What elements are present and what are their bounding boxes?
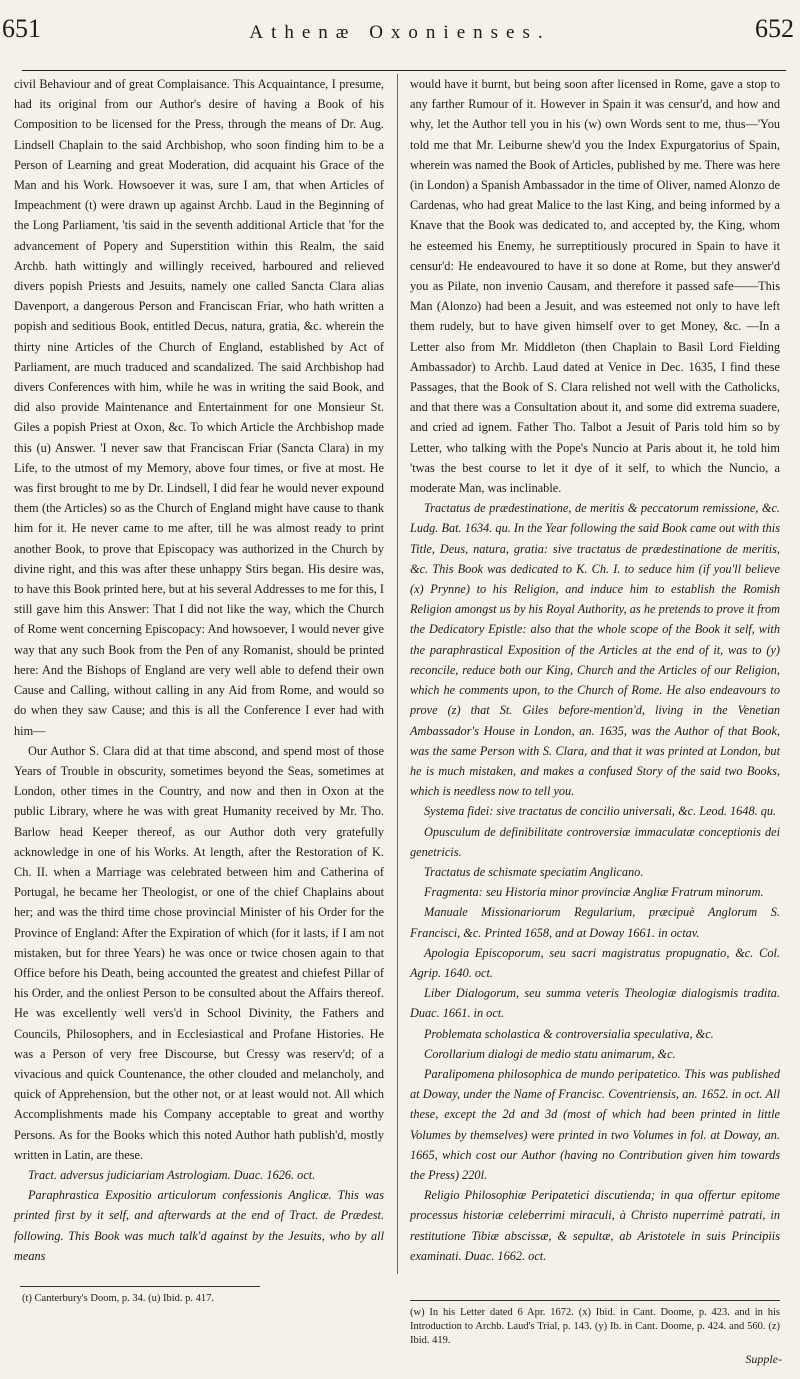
catchword: Supple- — [745, 1352, 782, 1366]
paragraph: Our Author S. Clara did at that time abscond, and spend most of those Years of Trouble in obscurity, sometimes beyond the Seas, sometimes at London, other times in the Country, and now and then in Oxon at the public Library, where he was with great Humanity received by Mr. Tho. Barlow head Keeper thereof, as our Author doth very gratefully acknowledge in one of his Works. At length, after the Restoration of K. Ch. II. when a Marriage was celebrated between him and Catherina of Portugal, he became her Theologist, or one of the chief Chaplains about her; and was the third time chose provincial Minister of his Order for the Province of England: After the Expiration of which (for it lasts, if I am not mistaken, but for three Years) he was once or twice chosen again to that Office before his Death, being accounted the greatest and chiefest Pillar of his Order, and the onliest Person to be consulted about the Affairs thereof. He was excellently well vers'd in School Divinity, the Fathers and Councils, Philosophers, and in Ecclesiastical and Profane Histories. He was a Person of very free Discourse, but Cressy was reserv'd; of a vivacious and quick Countenance, the other clouded and melancholy, and quick of Apprehension, but the other not, or at least would not. All which Accomplishments made his Company acceptable to great and worthy Persons. As for the Books which this noted Author hath publish'd, mostly written in Latin, are these. — [14, 743, 384, 1162]
book-entry: Religio Philosophiæ Peripatetici discutienda; in qua offertur epitome processus historiæ celeberrimi miraculi, à Christo nuperrimè patrati, in restitutione Tibiæ abscissæ, & sepultæ, ab Aristotele in suis Principiis examinati. Duac. 1662. oct. — [410, 1188, 780, 1263]
book-entry: Tractatus de prædestinatione, de meritis & peccatorum remissione, &c. Ludg. Bat. 1634. qu. In the Year following the said Book came out with this Title, Deus, natura, gratia: sive tractatus de prædestinatione de meritis, &c. This Book was dedicated to K. Ch. I. to seduce him (if you'll believe (x) Prynne) to his Religion, and induce him to establish the Romish Religion amongst us by his Royal Authority, as he pretends to prove it from the Dedicatory Epistle: also that the whole scope of the Book it self, with the paraphrastical Exposition of the Articles at the end of it, was to (y) reconcile, reduce both our King, Church and the Articles of our Religion, which he comments upon, to the Church of Rome. He also endeavours to prove (z) that St. Giles before-mention'd, living in the Venetian Ambassador's House in London, an. 1635, was the Author of that Book, was the same Person with S. Clara, and that it was printed at London, but he is much mistaken, and makes a confused Story of the said two Books, which is needless now to tell you. — [410, 501, 780, 799]
paragraph: would have it burnt, but being soon after licensed in Rome, gave a stop to any farther Rumour of it. However in Spain it was censur'd, and how and why, let the Author tell you in his (w) own Words sent to me, thus—'You told me that Mr. Leiburne shew'd you the Index Expurgatorius of Spain, wherein was named the Book of Articles, published by me. There was here (in London) a Spanish Ambassador in the time of Oliver, named Alonzo de Cardenas, who had great Malice to the last King, and being informed by a Knave that the Book was dedicated to, and accepted by, the King, whom he esteemed his Enemy, he surreptitiously procured in Spain to have it censur'd: He endeavoured to have it so done at Rome, but they answer'd you as Pilate, non invenio Causam, and therefore it passed safe——This Man (Alonzo) had been a Jesuit, and was esteemed not only to have left them rudely, but to have given himself over to get Money, &c. —In a Letter also from Mr. Middleton (then Chaplain to Basil Lord Fielding Ambassador) to Archb. Laud dated at Venice in Dec. 1635, I find these Passages, that the Book of S. Clara relished not well with the Catholicks, and that there was a Consultation about it, and some did extrema suadere, and cried ad ignem. Father Tho. Talbot a Jesuit of Paris told him so by Letter, who talking with the Pope's Nuncio at Paris about it, he told him 'twas the best course to let it dye of it self, to which the Nuncio, a moderate Man, was inclinable. — [410, 77, 780, 496]
footnote-right: (w) In his Letter dated 6 Apr. 1672. (x) Ibid. in Cant. Doome, p. 423. and in his Introduction to Archb. Laud's Trial, p. 143. (y) Ib. in Cant. Doome, p. 424. and 560. (z) Ibid. 419. — [410, 1307, 780, 1346]
book-entry: Liber Dialogorum, seu summa veteris Theologiæ dialogismis tradita. Duac. 1661. in oct. — [410, 986, 780, 1021]
book-entry: Manuale Missionariorum Regularium, præcipuè Anglorum S. Francisci, &c. Printed 1658, and at Doway 1661. in octav. — [410, 905, 780, 940]
book-entry: Paralipomena philosophica de mundo peripatetico. This was published at Doway, under the Name of Francisc. Coventriensis, an. 1652. in oct. All these, except the 2d and 3d (most of which had been printed in little Volumes by themselves) were printed in two Volumes in fol. at Doway, an. 1665, which cost our Author (having no Contribution given him towards the Press) 220l. — [410, 1066, 780, 1182]
book-entry: Problemata scholastica & controversialia speculativa, &c. — [424, 1026, 714, 1041]
footnote-rule-right — [410, 1300, 780, 1301]
book-entry: Paraphrastica Expositio articulorum confessionis Anglicæ. This was printed first by it self, and afterwards at the end of Tract. de Prædest. following. This Book was much talk'd against by the Jesuits, who by all means — [14, 1188, 384, 1263]
footnote-rule-left — [20, 1286, 260, 1287]
left-column — [14, 74, 384, 1263]
book-entry: Systema fidei: sive tractatus de concilio universali, &c. Leod. 1648. qu. — [424, 804, 777, 819]
page-number-right: 652 — [755, 14, 794, 43]
page-header — [0, 4, 800, 74]
page-number-left: 651 — [2, 14, 41, 43]
running-head: Athenæ Oxonienses. — [249, 22, 551, 43]
right-column — [410, 74, 780, 1263]
column-divider — [397, 74, 398, 1274]
book-entry: Fragmenta: seu Historia minor provinciæ Angliæ Fratrum minorum. — [424, 885, 764, 900]
paragraph: civil Behaviour and of great Complaisance. This Acquaintance, I presume, had its original from our Author's desire of having a Book of his Composition to be licensed for the Press, through the means of Dr. Aug. Lindsell Chaplain to the said Archbishop, who soon finding him to be a Person of Learning and great Moderation, did acquaint his Grace of the Man and his Work. Howsoever it was, sure I am, that when Articles of Impeachment (t) were drawn up against Archb. Laud in the Beginning of the Long Parliament, 'tis said in the seventh additional Article that 'for the advancement of Popery and Superstition within this Realm, the said Archb. hath wittingly and willingly received, harboured and relieved divers popish Priests and Jesuits, namely one called Sancta Clara alias Davenport, a dangerous Person and Franciscan Friar, who hath written a popish and seditious Book, entitled Decus, natura, gratia, &c. wherein the thirty nine Articles of the Church of England, established by Act of Parliament, are much traduced and scandalized. The said Archbishop had divers Conferences with him, while he was in writing the said Book, and did also provide Maintenance and Entertainment for one Monsieur St. Giles a popish Priest at Oxon, &c. To which Article the Archbishop made this (u) Answer. 'I never saw that Franciscan Friar (Sancta Clara) in my Life, to the utmost of my Memory, above four times, or five at most. He was first brought to me by Dr. Lindsell, I did fear he would never expound them (the Articles) so as the Church of England might have cause to thank him for it. He never came to me after, till he was almost ready to print another Book, to prove that Episcopacy was authorized in the Church by divine right, and this was after these unhappy Stirs began. His desire was, to have this Book printed here, but at his several Addresses to me for this, I still gave him this Answer: That I did not like the way, which the Church of Rome went concerning Episcopacy: And howsoever, I would never give way that any such Book from the Pen of any Romanist, should be printed here: And the Bishops of England are very well able to defend their own Cause and Calling, without calling in any Aid from Rome, and would so do when they saw Cause; and this is all the Conference I ever had with him— — [14, 77, 384, 738]
book-entry: Opusculum de definibilitate controversiæ immaculatæ conceptionis dei genetricis. — [410, 824, 780, 859]
book-entry: Apologia Episcoporum, seu sacri magistratus propugnatio, &c. Col. Agrip. 1640. oct. — [410, 945, 780, 980]
footnote-left: (t) Canterbury's Doom, p. 34. (u) Ibid. p. 417. — [22, 1293, 215, 1304]
book-entry: Tract. adversus judiciariam Astrologiam. Duac. 1626. oct. — [28, 1167, 316, 1182]
book-entry: Corollarium dialogi de medio statu animarum, &c. — [424, 1046, 676, 1061]
book-entry: Tractatus de schismate speciatim Anglicano. — [424, 864, 644, 879]
header-rule — [22, 70, 786, 71]
